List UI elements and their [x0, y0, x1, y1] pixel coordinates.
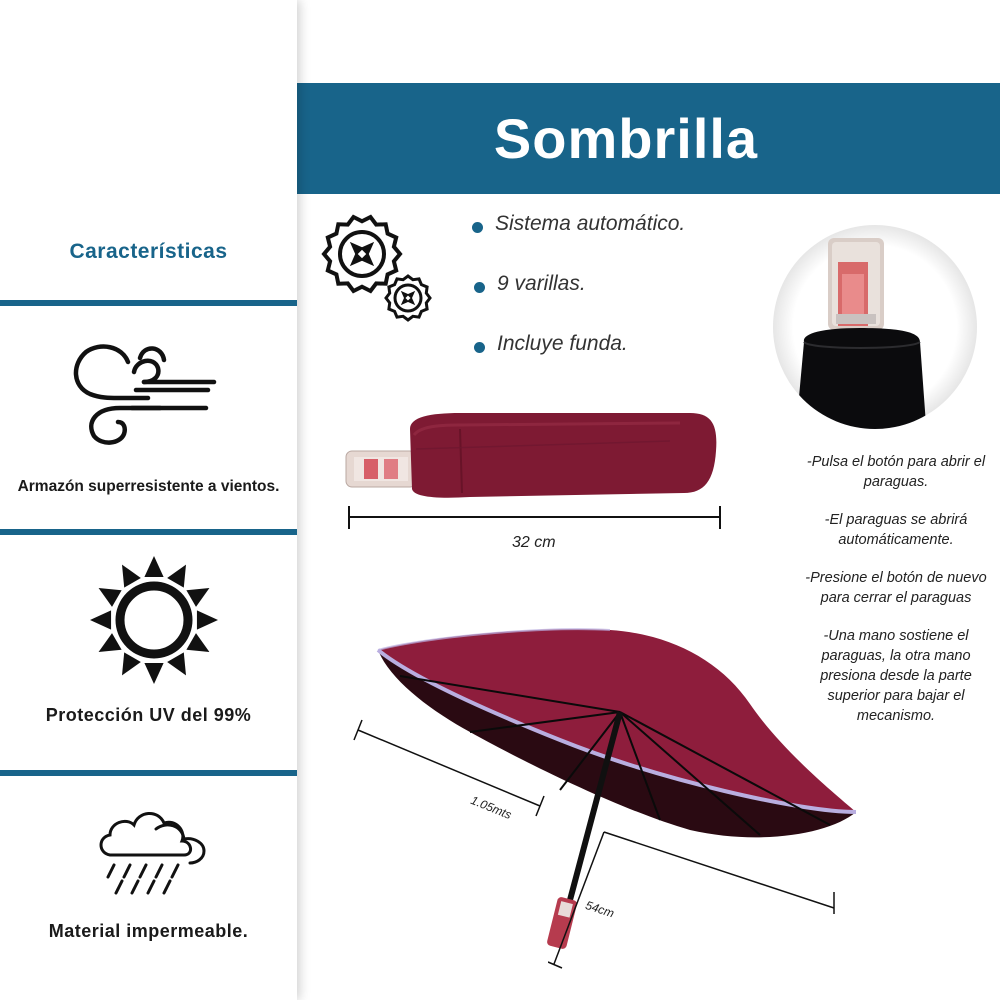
product-sku: PA273404 — [100, 122, 197, 146]
bullet-item — [472, 332, 685, 392]
sidebar-divider — [0, 529, 297, 535]
wind-icon — [70, 338, 220, 448]
bullet-dot — [474, 282, 485, 293]
closed-umbrella-image — [340, 405, 720, 515]
closed-length-label: 32 cm — [512, 534, 556, 551]
bullet-text: 9 varillas. — [497, 272, 586, 295]
bullet-text: Sistema automático. — [495, 212, 686, 235]
canopy-span-label: 1.05mts — [468, 793, 514, 822]
bullet-item — [472, 272, 685, 332]
instruction-item: -Una mano sostiene el paraguas, la otra mano presiona desde la parte superior para bajar el mecanismo. — [820, 628, 972, 724]
bullet-item — [470, 212, 685, 272]
feature-label-uv: Protección UV del 99% — [45, 705, 252, 725]
sidebar-divider — [0, 770, 297, 776]
instructions-panel — [800, 452, 992, 744]
bullet-dot — [474, 342, 485, 353]
feature-label-wind: Armazón superresistente a vientos. — [17, 478, 280, 495]
product-title: Sombrilla — [493, 107, 759, 170]
sidebar-divider — [0, 300, 297, 306]
bullet-list — [470, 212, 685, 392]
instruction-item: -El paraguas se abrirá automáticamente. — [824, 512, 968, 548]
gears-icon — [320, 214, 438, 330]
features-heading: Características — [69, 240, 228, 263]
feature-label-waterproof: Material impermeable. — [48, 921, 249, 941]
canopy-span-dimension-line — [350, 710, 550, 830]
rain-cloud-icon — [96, 797, 210, 901]
button-closeup-image — [770, 222, 980, 432]
bullet-dot — [472, 222, 483, 233]
bullet-text: Incluye funda. — [497, 332, 628, 355]
shaft-length-dimension-line — [548, 822, 840, 972]
instruction-item: -Presione el botón de nuevo para cerrar el paraguas — [805, 570, 987, 606]
sun-icon — [88, 553, 220, 687]
instruction-item: -Pulsa el botón para abrir el paraguas. — [806, 454, 986, 490]
shaft-length-label: 54cm — [583, 898, 616, 921]
closed-length-dimension-line — [346, 503, 724, 533]
